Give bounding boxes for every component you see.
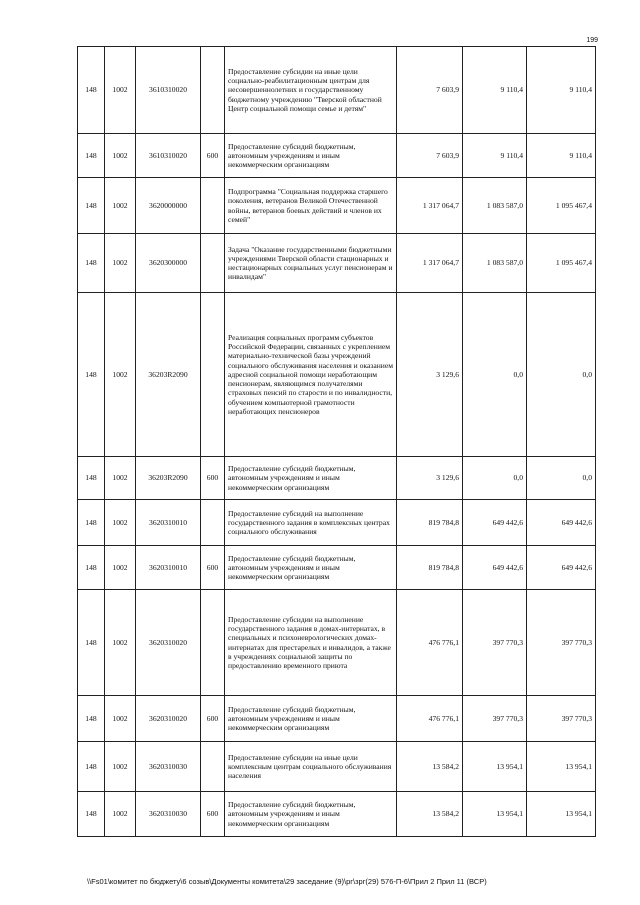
section-code-cell: 1002 xyxy=(105,500,136,546)
table-row xyxy=(78,234,596,293)
table-row xyxy=(78,590,596,696)
amount-year2-cell: 13 954,1 xyxy=(463,742,527,792)
target-article-cell: 3620310010 xyxy=(136,546,201,590)
table-row xyxy=(78,178,596,234)
target-article-cell: 3620300000 xyxy=(136,234,201,293)
table-row xyxy=(78,546,596,590)
amount-year1-cell: 7 603,9 xyxy=(397,47,463,134)
ministry-code-cell: 148 xyxy=(78,134,105,178)
ministry-code-cell: 148 xyxy=(78,500,105,546)
description-cell: Предоставление субсидии на иные цели комплексным центрам социального обслуживания населения xyxy=(225,742,397,792)
amount-year1-cell: 13 584,2 xyxy=(397,792,463,837)
description-cell: Подпрограмма "Социальная поддержка старшего поколения, ветеранов Великой Отечественной войны, ветеранов боевых действий и членов их семей" xyxy=(225,178,397,234)
target-article-cell: 3620310010 xyxy=(136,500,201,546)
ministry-code-cell: 148 xyxy=(78,178,105,234)
ministry-code-cell: 148 xyxy=(78,792,105,837)
target-article-cell: 3610310020 xyxy=(136,47,201,134)
amount-year3-cell: 9 110,4 xyxy=(527,47,596,134)
amount-year2-cell: 0,0 xyxy=(463,457,527,500)
description-cell: Предоставление субсидий бюджетным, автономным учреждениям и иным некоммерческим организациям xyxy=(225,134,397,178)
amount-year3-cell: 0,0 xyxy=(527,293,596,457)
amount-year2-cell: 649 442,6 xyxy=(463,500,527,546)
amount-year3-cell: 1 095 467,4 xyxy=(527,178,596,234)
amount-year3-cell: 649 442,6 xyxy=(527,546,596,590)
amount-year2-cell: 9 110,4 xyxy=(463,47,527,134)
table-row xyxy=(78,134,596,178)
ministry-code-cell: 148 xyxy=(78,590,105,696)
table-row xyxy=(78,792,596,837)
budget-table xyxy=(77,46,596,837)
description-cell: Предоставление субсидии на выполнение государственного задания в домах-интернатах, в специальных и психоневрологических домах-интернатах для престарелых и инвалидов, а также в учреждениях социальной защиты по предоставлению временного приюта xyxy=(225,590,397,696)
ministry-code-cell: 148 xyxy=(78,696,105,742)
amount-year1-cell: 819 784,8 xyxy=(397,546,463,590)
section-code-cell: 1002 xyxy=(105,792,136,837)
description-cell: Предоставление субсидий бюджетным, автономным учреждениям и иным некоммерческим организациям xyxy=(225,546,397,590)
page-number: 199 xyxy=(586,37,598,44)
amount-year3-cell: 0,0 xyxy=(527,457,596,500)
ministry-code-cell: 148 xyxy=(78,293,105,457)
expense-type-cell xyxy=(201,178,225,234)
expense-type-cell xyxy=(201,590,225,696)
amount-year1-cell: 3 129,6 xyxy=(397,293,463,457)
description-cell: Предоставление субсидий бюджетным, автономным учреждениям и иным некоммерческим организациям xyxy=(225,696,397,742)
expense-type-cell xyxy=(201,234,225,293)
description-cell: Предоставление субсидии на иные цели социально-реабилитационным центрам для несовершеннолетних и государственному бюджетному учреждению "Тверской областной Центр социальной помощи семье и детям" xyxy=(225,47,397,134)
section-code-cell: 1002 xyxy=(105,234,136,293)
expense-type-cell: 600 xyxy=(201,457,225,500)
table-row xyxy=(78,47,596,134)
amount-year2-cell: 649 442,6 xyxy=(463,546,527,590)
target-article-cell: 3620310030 xyxy=(136,742,201,792)
target-article-cell: 36203R2090 xyxy=(136,293,201,457)
amount-year2-cell: 9 110,4 xyxy=(463,134,527,178)
footer-file-path: \\Fs01\комитет по бюджету\6 созыв\Документы комитета\29 заседание (9)\рг\зрг(29) 576-П-6\Прил 2 Прил 11 (ВСР) xyxy=(87,877,487,886)
target-article-cell: 3620310020 xyxy=(136,696,201,742)
table-row xyxy=(78,500,596,546)
ministry-code-cell: 148 xyxy=(78,234,105,293)
target-article-cell: 3620310030 xyxy=(136,792,201,837)
table-row xyxy=(78,293,596,457)
description-cell: Реализация социальных программ субъектов Российской Федерации, связанных с укреплением материально-технической базы учреждений социального обслуживания населения и оказанием адресной социальной помощи неработающим пенсионерам, являющимся получателями страховых пенсий по старости и по инвалидности, обучением компьютерной грамотности неработающих пенсионеров xyxy=(225,293,397,457)
amount-year3-cell: 649 442,6 xyxy=(527,500,596,546)
description-cell: Предоставление субсидий на выполнение государственного задания в комплексных центрах социального обслуживания xyxy=(225,500,397,546)
amount-year1-cell: 476 776,1 xyxy=(397,696,463,742)
expense-type-cell xyxy=(201,500,225,546)
section-code-cell: 1002 xyxy=(105,696,136,742)
expense-type-cell: 600 xyxy=(201,792,225,837)
section-code-cell: 1002 xyxy=(105,178,136,234)
expense-type-cell: 600 xyxy=(201,546,225,590)
target-article-cell: 3620000000 xyxy=(136,178,201,234)
amount-year1-cell: 3 129,6 xyxy=(397,457,463,500)
section-code-cell: 1002 xyxy=(105,742,136,792)
amount-year2-cell: 397 770,3 xyxy=(463,696,527,742)
section-code-cell: 1002 xyxy=(105,457,136,500)
amount-year3-cell: 397 770,3 xyxy=(527,590,596,696)
target-article-cell: 36203R2090 xyxy=(136,457,201,500)
amount-year3-cell: 13 954,1 xyxy=(527,792,596,837)
ministry-code-cell: 148 xyxy=(78,546,105,590)
amount-year1-cell: 476 776,1 xyxy=(397,590,463,696)
amount-year1-cell: 7 603,9 xyxy=(397,134,463,178)
description-cell: Предоставление субсидий бюджетным, автономным учреждениям и иным некоммерческим организациям xyxy=(225,457,397,500)
amount-year1-cell: 1 317 064,7 xyxy=(397,178,463,234)
ministry-code-cell: 148 xyxy=(78,457,105,500)
amount-year2-cell: 13 954,1 xyxy=(463,792,527,837)
description-cell: Предоставление субсидий бюджетным, автономным учреждениям и иным некоммерческим организациям xyxy=(225,792,397,837)
section-code-cell: 1002 xyxy=(105,134,136,178)
amount-year1-cell: 819 784,8 xyxy=(397,500,463,546)
target-article-cell: 3610310020 xyxy=(136,134,201,178)
table-row xyxy=(78,457,596,500)
amount-year3-cell: 397 770,3 xyxy=(527,696,596,742)
amount-year2-cell: 0,0 xyxy=(463,293,527,457)
amount-year2-cell: 397 770,3 xyxy=(463,590,527,696)
amount-year1-cell: 13 584,2 xyxy=(397,742,463,792)
amount-year3-cell: 9 110,4 xyxy=(527,134,596,178)
expense-type-cell xyxy=(201,742,225,792)
expense-type-cell xyxy=(201,293,225,457)
ministry-code-cell: 148 xyxy=(78,742,105,792)
description-cell: Задача "Оказание государственными бюджетными учреждениями Тверской области стационарных и нестационарных социальных услуг пенсионерам и инвалидам" xyxy=(225,234,397,293)
amount-year3-cell: 13 954,1 xyxy=(527,742,596,792)
section-code-cell: 1002 xyxy=(105,590,136,696)
table-row xyxy=(78,742,596,792)
amount-year1-cell: 1 317 064,7 xyxy=(397,234,463,293)
amount-year2-cell: 1 083 587,0 xyxy=(463,178,527,234)
expense-type-cell: 600 xyxy=(201,134,225,178)
amount-year2-cell: 1 083 587,0 xyxy=(463,234,527,293)
amount-year3-cell: 1 095 467,4 xyxy=(527,234,596,293)
target-article-cell: 3620310020 xyxy=(136,590,201,696)
section-code-cell: 1002 xyxy=(105,47,136,134)
expense-type-cell xyxy=(201,47,225,134)
section-code-cell: 1002 xyxy=(105,293,136,457)
ministry-code-cell: 148 xyxy=(78,47,105,134)
section-code-cell: 1002 xyxy=(105,546,136,590)
table-row xyxy=(78,696,596,742)
expense-type-cell: 600 xyxy=(201,696,225,742)
